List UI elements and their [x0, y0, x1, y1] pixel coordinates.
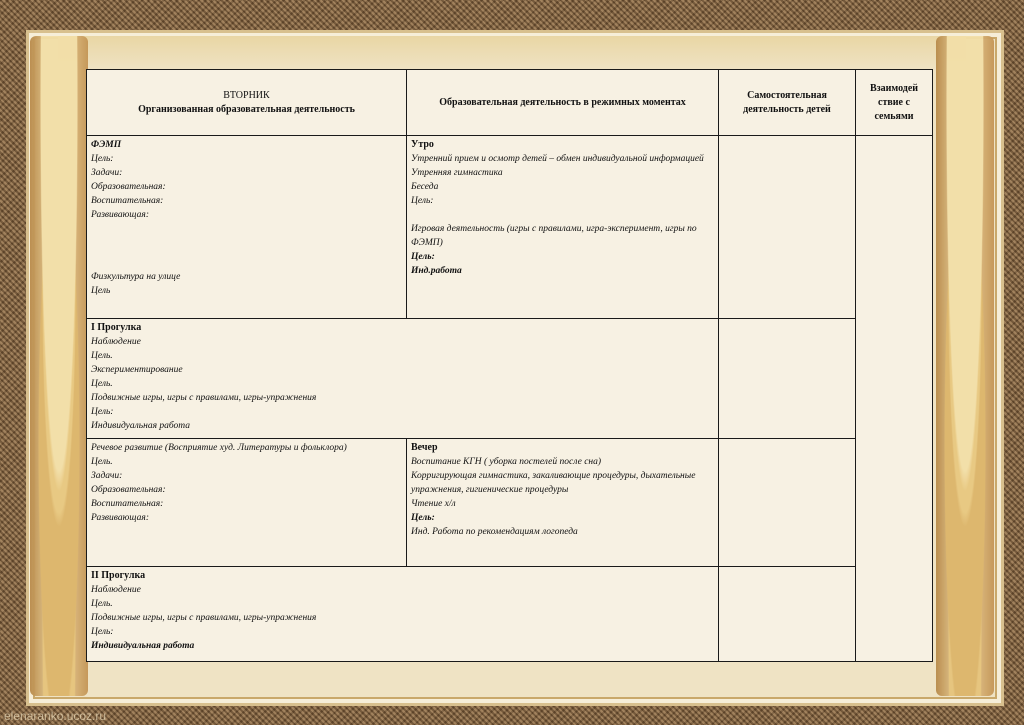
walk2-observation: Наблюдение	[91, 585, 141, 595]
walk1-observation: Наблюдение	[91, 337, 141, 347]
walk1-individual-work: Индивидуальная работа	[91, 421, 190, 431]
speech-goal: Цель.	[91, 457, 113, 467]
left-ornament-pillar	[30, 36, 88, 696]
fmp-goal: Цель:	[91, 154, 114, 164]
cell-morning	[407, 136, 719, 319]
walk1-games: Подвижные игры, игры с правилами, игры-упражнения	[91, 393, 317, 403]
morning-individual-work: Инд.работа	[411, 266, 462, 276]
fmp-title: ФЭМП	[91, 140, 122, 150]
cell-evening	[407, 439, 719, 567]
evening-speech-therapy: Инд. Работа по рекомендациям логопеда	[411, 527, 578, 537]
evening-reading: Чтение х/л	[411, 499, 456, 509]
cell-fmp	[87, 136, 407, 319]
table-row-walk-2	[87, 567, 933, 662]
fmp-developing: Развивающая:	[91, 210, 150, 220]
cell-speech	[87, 439, 407, 567]
fmp-educational: Образовательная:	[91, 182, 166, 192]
fmp-tasks: Задачи:	[91, 168, 123, 178]
morning-talk-goal: Цель:	[411, 196, 434, 206]
morning-title: Утро	[411, 139, 434, 150]
walk1-experiment: Экспериментирование	[91, 365, 183, 375]
walk2-goal: Цель.	[91, 599, 113, 609]
speech-upbringing: Воспитательная:	[91, 499, 164, 509]
header-col-independent: Самостоятельная деятельность детей	[719, 70, 856, 136]
walk2-title: II Прогулка	[91, 570, 146, 581]
decorative-arch	[58, 36, 966, 70]
outdoor-pe-goal: Цель	[91, 286, 111, 296]
walk1-games-goal: Цель:	[91, 407, 114, 417]
cell-independent-2	[719, 319, 856, 439]
fmp-upbringing: Воспитательная:	[91, 196, 164, 206]
cell-walk-1	[87, 319, 719, 439]
header-col-family: Взаимодей ствие с семьями	[856, 70, 933, 136]
walk2-individual-work: Индивидуальная работа	[91, 641, 195, 651]
walk1-goal: Цель.	[91, 351, 113, 361]
cell-independent-4	[719, 567, 856, 662]
table-row-fmp	[87, 136, 933, 319]
schedule-table-container	[86, 69, 932, 661]
speech-developing: Развивающая:	[91, 513, 150, 523]
header-row	[87, 70, 933, 136]
schedule-table	[86, 69, 933, 662]
table-row-speech	[87, 439, 933, 567]
cell-independent-1	[719, 136, 856, 319]
evening-hygiene: Воспитание КГН ( уборка постелей после сна)	[411, 457, 602, 467]
walk1-experiment-goal: Цель.	[91, 379, 113, 389]
right-ornament-pillar	[936, 36, 994, 696]
walk2-games-goal: Цель:	[91, 627, 114, 637]
speech-tasks: Задачи:	[91, 471, 123, 481]
site-watermark: elenaranko.ucoz.ru	[4, 709, 107, 723]
evening-reading-goal: Цель:	[411, 513, 435, 523]
cell-independent-3	[719, 439, 856, 567]
speech-title: Речевое развитие (Восприятие худ. Литературы и фольклора)	[91, 443, 347, 453]
table-row-walk-1	[87, 319, 933, 439]
day-title: ВТОРНИК	[223, 89, 270, 101]
evening-gymnastics: Корригирующая гимнастика, закаливающие процедуры, дыхательные упражнения, гигиенические процедуры	[411, 471, 696, 495]
walk1-title: I Прогулка	[91, 322, 142, 333]
walk2-games: Подвижные игры, игры с правилами, игры-упражнения	[91, 613, 317, 623]
evening-title: Вечер	[411, 442, 438, 453]
morning-games-goal: Цель:	[411, 252, 435, 262]
morning-games: Игровая деятельность (игры с правилами, игра-эксперимент, игры по ФЭМП)	[411, 224, 697, 248]
cell-walk-2	[87, 567, 719, 662]
cell-family	[856, 136, 933, 662]
header-organized-label: Организованная образовательная деятельность	[138, 103, 355, 115]
morning-exercise: Утренняя гимнастика	[411, 168, 503, 178]
morning-talk: Беседа	[411, 182, 439, 192]
header-col-organized	[87, 70, 407, 136]
morning-reception: Утренний прием и осмотр детей – обмен индивидуальной информацией	[411, 154, 704, 164]
header-col-routine: Образовательная деятельность в режимных моментах	[407, 70, 719, 136]
outdoor-pe: Физкультура на улице	[91, 272, 181, 282]
speech-educational: Образовательная:	[91, 485, 166, 495]
